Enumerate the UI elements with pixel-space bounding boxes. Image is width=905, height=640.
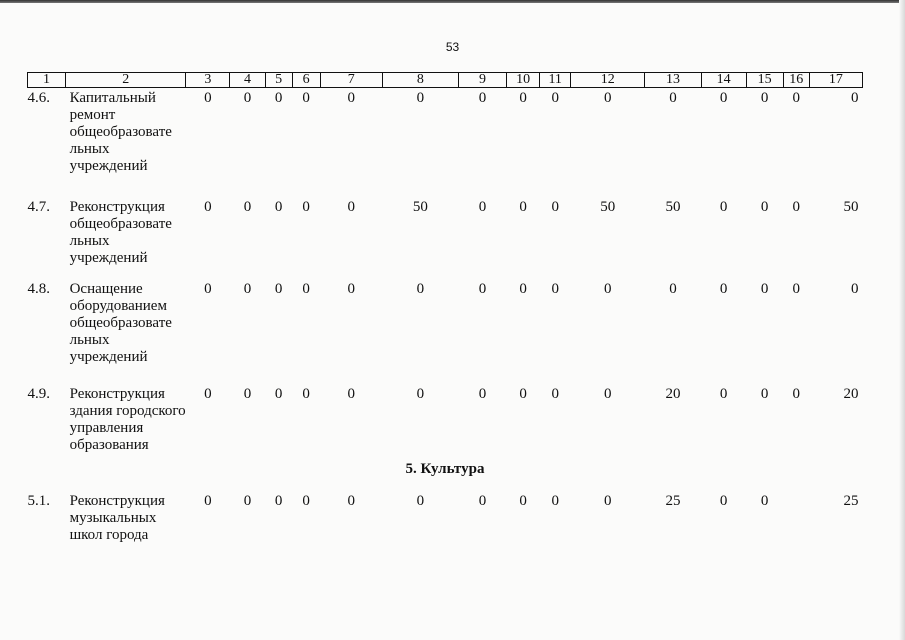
- column-header-17: 17: [809, 73, 862, 88]
- cell-col-15: 0: [760, 386, 769, 402]
- column-header-10: 10: [507, 73, 540, 88]
- cell-col-12: 0: [604, 493, 612, 509]
- cell-col-9: 0: [478, 493, 487, 509]
- column-header-14: 14: [701, 73, 746, 88]
- table-row: [28, 198, 863, 281]
- cell-col-16: 0: [792, 281, 800, 297]
- cell-col-13: 50: [665, 199, 681, 215]
- row-number: 4.7.: [27, 199, 50, 215]
- row-number: 5.1.: [27, 493, 50, 509]
- page-number: 53: [445, 40, 460, 54]
- cell-col-8: 0: [416, 493, 425, 509]
- cell-col-5: 0: [274, 386, 283, 402]
- cell-col-9: 0: [478, 199, 487, 215]
- cell-col-3: 0: [204, 199, 212, 215]
- cell-col-4: 0: [243, 493, 252, 509]
- cell-col-5: 0: [274, 493, 283, 509]
- cell-col-6: 0: [302, 90, 310, 106]
- cell-col-8: 0: [416, 386, 425, 402]
- row-number: 4.8.: [27, 281, 50, 297]
- row-number: 4.6.: [27, 90, 50, 106]
- cell-col-15: 0: [760, 90, 769, 106]
- cell-col-3: 0: [204, 493, 212, 509]
- cell-col-6: 0: [302, 493, 310, 509]
- cell-col-10: 0: [519, 90, 527, 106]
- cell-col-7: 0: [347, 199, 355, 215]
- cell-col-17: 0: [851, 90, 859, 106]
- row-name: Реконструкция музыкальных школ города: [69, 493, 165, 543]
- cell-col-17: 20: [843, 386, 859, 402]
- column-header-11: 11: [540, 73, 571, 88]
- column-header-8: 8: [382, 73, 458, 88]
- cell-col-6: 0: [302, 386, 310, 402]
- column-header-16: 16: [783, 73, 809, 88]
- cell-col-4: 0: [243, 90, 252, 106]
- cell-col-15: 0: [760, 281, 769, 297]
- cell-col-7: 0: [347, 386, 355, 402]
- table-row: [28, 88, 863, 199]
- cell-col-13: 0: [669, 281, 677, 297]
- section-title: 5. Культура: [405, 461, 485, 477]
- header-row: [28, 73, 863, 88]
- cell-col-3: 0: [204, 90, 212, 106]
- cell-col-11: 0: [551, 386, 559, 402]
- cell-col-13: 20: [665, 386, 681, 402]
- column-header-12: 12: [571, 73, 645, 88]
- budget-table: [27, 72, 863, 553]
- cell-col-14: 0: [719, 199, 728, 215]
- cell-col-10: 0: [519, 386, 527, 402]
- cell-col-14: 0: [719, 281, 728, 297]
- cell-col-11: 0: [551, 493, 559, 509]
- table-row: [28, 386, 863, 461]
- cell-col-9: 0: [478, 281, 487, 297]
- cell-col-5: 0: [274, 199, 283, 215]
- cell-col-17: 0: [851, 281, 859, 297]
- cell-col-4: 0: [243, 386, 252, 402]
- column-header-9: 9: [458, 73, 506, 88]
- cell-col-3: 0: [204, 386, 212, 402]
- cell-col-10: 0: [519, 493, 527, 509]
- scan-right-edge: [899, 0, 905, 640]
- cell-col-16: 0: [792, 386, 800, 402]
- cell-col-14: 0: [719, 386, 728, 402]
- cell-col-8: 50: [412, 199, 428, 215]
- cell-col-13: 25: [665, 493, 681, 509]
- cell-col-17: 25: [843, 493, 859, 509]
- cell-col-16: 0: [792, 199, 800, 215]
- cell-col-10: 0: [519, 281, 527, 297]
- cell-col-14: 0: [719, 90, 728, 106]
- section-row: [28, 461, 863, 493]
- cell-col-12: 0: [604, 90, 612, 106]
- cell-col-5: 0: [274, 90, 283, 106]
- table-row: [28, 493, 863, 553]
- column-header-13: 13: [645, 73, 701, 88]
- cell-col-12: 0: [604, 281, 612, 297]
- cell-col-10: 0: [519, 199, 527, 215]
- cell-col-8: 0: [416, 281, 425, 297]
- cell-col-4: 0: [243, 281, 252, 297]
- column-header-5: 5: [265, 73, 292, 88]
- cell-col-9: 0: [478, 90, 487, 106]
- cell-col-14: 0: [719, 493, 728, 509]
- row-name: Капитальный ремонт общеобразовате льных учреждений: [69, 90, 172, 174]
- scan-top-edge: [0, 0, 905, 3]
- cell-col-17: 50: [843, 199, 859, 215]
- cell-col-11: 0: [551, 281, 559, 297]
- column-header-3: 3: [186, 73, 230, 88]
- cell-col-16: [783, 493, 809, 553]
- cell-col-15: 0: [760, 199, 769, 215]
- column-header-7: 7: [320, 73, 382, 88]
- column-header-4: 4: [230, 73, 265, 88]
- cell-col-9: 0: [478, 386, 487, 402]
- row-name: Реконструкция здания городского управления образования: [69, 386, 186, 453]
- row-name: Оснащение оборудованием общеобразовате льных учреждений: [69, 281, 172, 365]
- cell-col-7: 0: [347, 90, 355, 106]
- cell-col-6: 0: [302, 281, 310, 297]
- column-header-1: 1: [28, 73, 66, 88]
- cell-col-12: 0: [604, 386, 612, 402]
- cell-col-13: 0: [669, 90, 677, 106]
- cell-col-7: 0: [347, 281, 355, 297]
- cell-col-15: 0: [760, 493, 769, 509]
- cell-col-12: 50: [600, 199, 616, 215]
- row-number: 4.9.: [27, 386, 50, 402]
- cell-col-16: 0: [792, 90, 800, 106]
- cell-col-4: 0: [243, 199, 252, 215]
- column-header-6: 6: [292, 73, 320, 88]
- cell-col-5: 0: [274, 281, 283, 297]
- cell-col-6: 0: [302, 199, 310, 215]
- cell-col-3: 0: [204, 281, 212, 297]
- column-header-2: 2: [66, 73, 186, 88]
- cell-col-11: 0: [551, 199, 559, 215]
- cell-col-11: 0: [551, 90, 559, 106]
- row-name: Реконструкция общеобразовате льных учреждений: [69, 199, 172, 266]
- cell-col-8: 0: [416, 90, 425, 106]
- cell-col-7: 0: [347, 493, 355, 509]
- column-header-15: 15: [746, 73, 783, 88]
- table-row: [28, 281, 863, 386]
